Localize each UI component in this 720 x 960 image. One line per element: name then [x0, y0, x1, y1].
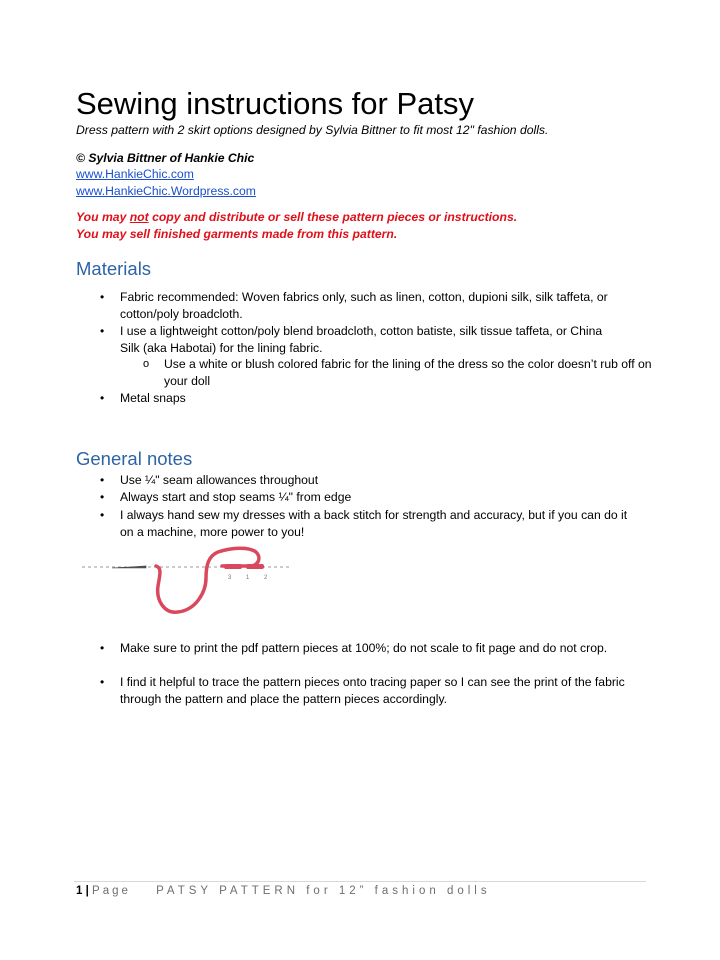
stitch-label-2: 2 [264, 575, 268, 581]
notes-item-print-scale: Make sure to print the pdf pattern pieces at 100%; do not scale to fit page and do not crop. [120, 641, 608, 655]
materials-subitem-lining-color: Use a white or blush colored fabric for the lining of the dress so the color doesn’t rub off on your doll [164, 357, 652, 388]
page-label: Page [92, 885, 131, 897]
bullet-dot: • [100, 473, 105, 487]
page-title: Sewing instructions for Patsy [76, 86, 475, 121]
sub-bullet-marker: o [143, 358, 150, 370]
materials-item-snaps: Metal snaps [120, 391, 186, 405]
bullet-dot: • [100, 324, 105, 338]
copy-warning [76, 210, 517, 224]
bullet-dot: • [100, 641, 105, 655]
footer-divider [74, 881, 646, 882]
stitch-segment [224, 564, 242, 569]
materials-item-lining-fabric: I use a lightweight cotton/poly blend broadcloth, cotton batiste, silk tissue taffeta, or China Silk (aka Habotai) for the lining fabric. [120, 324, 603, 355]
page-number: 1 [76, 885, 83, 897]
materials-heading: Materials [76, 258, 152, 279]
back-stitch-illustration [82, 544, 292, 618]
sell-notice: You may sell finished garments made from this pattern. [76, 227, 398, 241]
copy-warning-pre: You may [76, 210, 130, 224]
bullet-dot: • [100, 508, 105, 522]
thread-path [156, 548, 259, 612]
copy-warning-post: copy and distribute or sell these pattern pieces or instructions. [148, 210, 518, 224]
footer-pattern-title: PATSY PATTERN for 12” fashion dolls [156, 885, 491, 897]
copy-warning-not: not [129, 210, 149, 224]
materials-item-fabric: Fabric recommended: Woven fabrics only, such as linen, cotton, dupioni silk, silk taffeta, or cotton/poly broadcloth. [120, 290, 608, 321]
notes-item-tracing: I find it helpful to trace the pattern pieces onto tracing paper so I can see the print of the fabric through the pattern and place the pattern pieces accordingly. [120, 675, 625, 706]
general-notes-heading: General notes [76, 448, 193, 469]
notes-item-seam-allowance: Use ¼" seam allowances throughout [120, 473, 319, 487]
copyright-line: © Sylvia Bittner of Hankie Chic [76, 151, 255, 165]
notes-item-back-stitch: I always hand sew my dresses with a back stitch for strength and accuracy, but if you can do it on a machine, more power to you! [120, 508, 628, 539]
bullet-dot: • [100, 675, 105, 689]
website-link[interactable]: www.HankieChic.com [76, 167, 194, 181]
bullet-dot: • [100, 391, 105, 405]
stitch-segment [246, 564, 264, 569]
needle-icon [112, 566, 146, 568]
page-subtitle: Dress pattern with 2 skirt options designed by Sylvia Bittner to fit most 12" fashion dolls. [76, 123, 549, 137]
bullet-dot: • [100, 490, 105, 504]
blog-link[interactable]: www.HankieChic.Wordpress.com [76, 184, 256, 198]
bullet-dot: • [100, 290, 105, 304]
page-footer [76, 885, 491, 897]
stitch-label-3: 3 [228, 575, 232, 581]
stitch-label-1: 1 [246, 575, 250, 581]
notes-item-start-stop: Always start and stop seams ¼" from edge [120, 490, 352, 504]
footer-separator: | [85, 885, 89, 897]
